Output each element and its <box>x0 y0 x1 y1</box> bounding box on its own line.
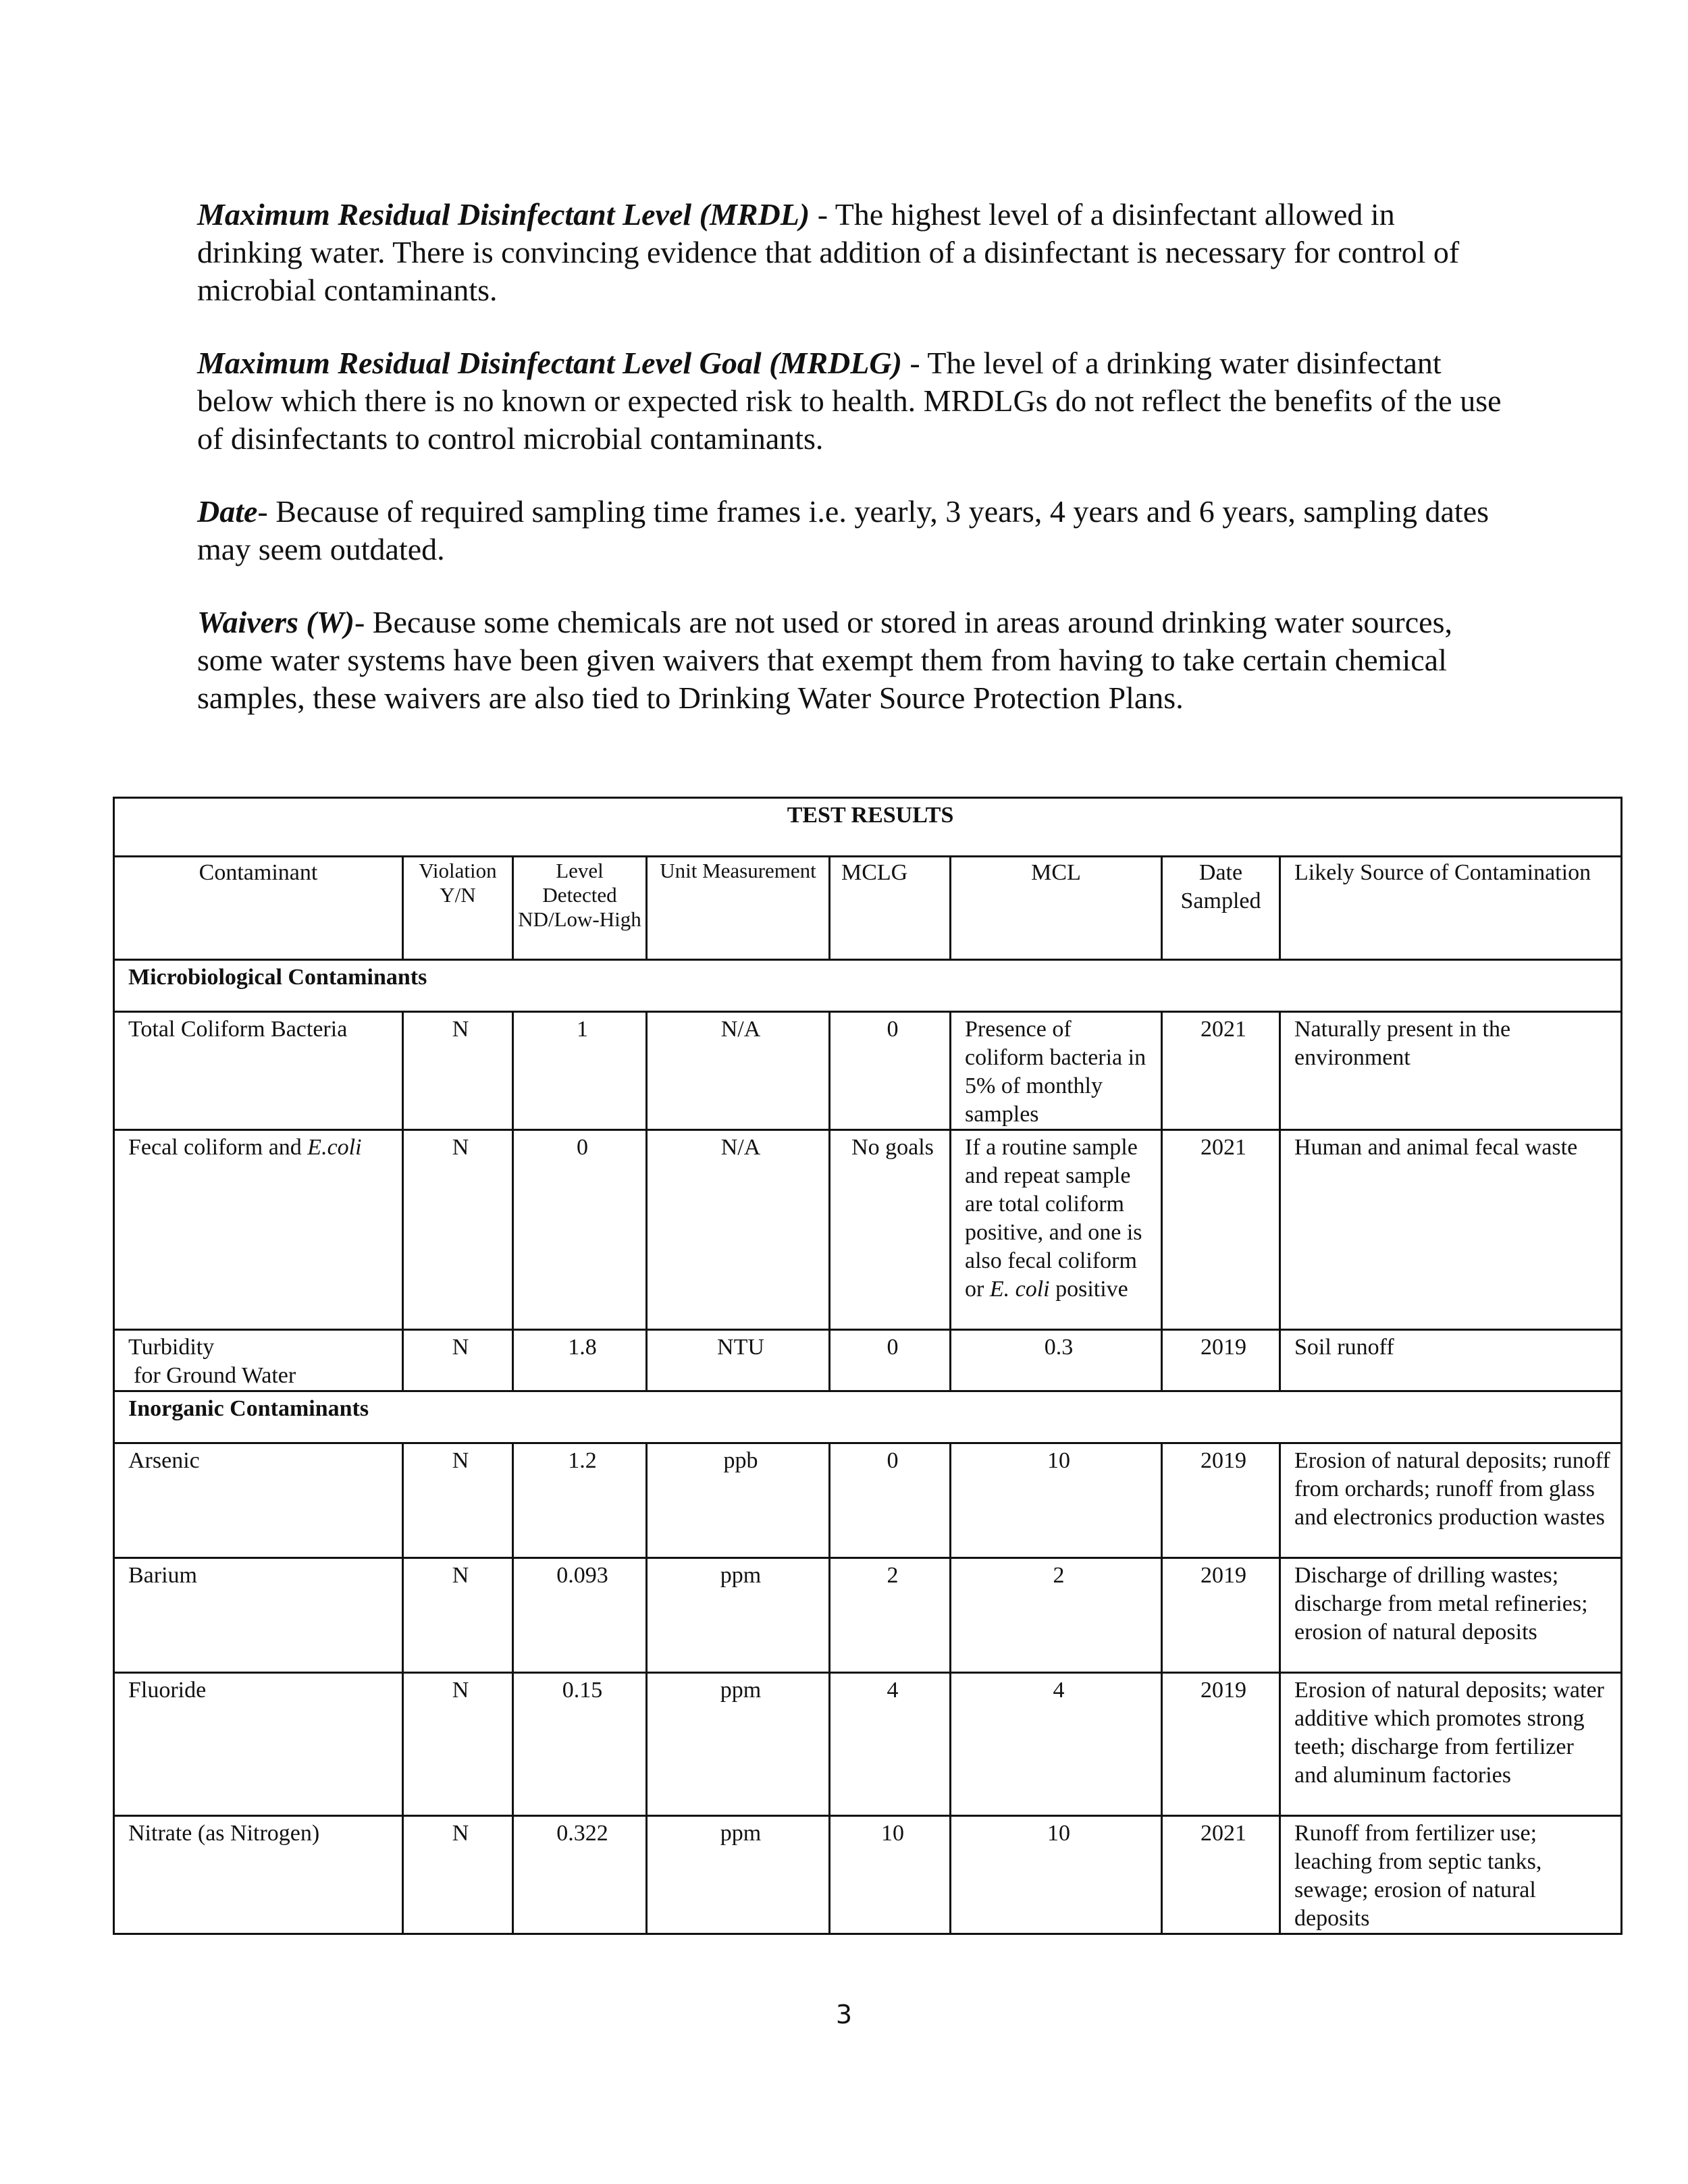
table-row <box>114 1130 1622 1330</box>
cell-date: 2019 <box>1162 1673 1280 1816</box>
cell-contaminant: Total Coliform Bacteria <box>114 1012 403 1130</box>
page-number: 3 <box>835 2000 853 2029</box>
definition-mrdl <box>197 196 1507 309</box>
cell-date: 2021 <box>1162 1816 1280 1934</box>
definition-date <box>197 493 1507 568</box>
header-unit: Unit Measurement <box>647 857 830 960</box>
cell-source: Discharge of drilling wastes; discharge from metal refineries; erosion of natural deposits <box>1280 1558 1622 1673</box>
cell-mcl: 10 <box>951 1443 1162 1558</box>
cell-level: 0 <box>513 1130 647 1330</box>
cell-unit: ppm <box>647 1673 830 1816</box>
cell-date: 2021 <box>1162 1130 1280 1330</box>
table-title: TEST RESULTS <box>114 798 1622 857</box>
definition-mrdlg <box>197 344 1507 458</box>
header-mclg: MCLG <box>830 857 951 960</box>
table-row <box>114 1558 1622 1673</box>
cell-unit: ppb <box>647 1443 830 1558</box>
cell-violation: N <box>403 1012 513 1130</box>
cell-violation: N <box>403 1558 513 1673</box>
cell-mcl <box>951 1130 1162 1330</box>
cell-violation: N <box>403 1673 513 1816</box>
cell-source: Erosion of natural deposits; water additive which promotes strong teeth; discharge from fertilizer and aluminum factories <box>1280 1673 1622 1816</box>
cell-unit: N/A <box>647 1012 830 1130</box>
cell-mclg: 4 <box>830 1673 951 1816</box>
mcl-italic: E. coli <box>989 1277 1050 1302</box>
cell-source: Erosion of natural deposits; runoff from orchards; runoff from glass and electronics production wastes <box>1280 1443 1622 1558</box>
cell-source: Naturally present in the environment <box>1280 1012 1622 1130</box>
cell-date: 2019 <box>1162 1558 1280 1673</box>
cell-level: 0.093 <box>513 1558 647 1673</box>
header-contaminant: Contaminant <box>114 857 403 960</box>
definition-term: Maximum Residual Disinfectant Level (MRDL) <box>197 197 810 232</box>
cell-contaminant: Barium <box>114 1558 403 1673</box>
table-row <box>114 1673 1622 1816</box>
contaminant-line-1: Turbidity <box>128 1335 215 1360</box>
cell-mclg: 0 <box>830 1330 951 1391</box>
cell-mclg: 0 <box>830 1012 951 1130</box>
header-level: Level Detected ND/Low-High <box>513 857 647 960</box>
table-row <box>114 1012 1622 1130</box>
definition-waivers <box>197 604 1507 717</box>
contaminant-italic: E.coli <box>307 1135 362 1160</box>
table-row <box>114 1330 1622 1391</box>
cell-mclg: 10 <box>830 1816 951 1934</box>
mcl-text: If a routine sample and repeat sample are total coliform positive, and one is also fecal coliform or <box>965 1135 1142 1302</box>
cell-level: 0.15 <box>513 1673 647 1816</box>
table-header-row <box>114 857 1622 960</box>
contaminant-line-2: for Ground Water <box>134 1363 296 1388</box>
cell-date: 2021 <box>1162 1012 1280 1130</box>
cell-unit: ppm <box>647 1558 830 1673</box>
definition-text: - The highest level of a disinfectant allowed in drinking water. There is convincing evidence that addition of a disinfectant is necessary for control of microbial contaminants. <box>197 197 1460 307</box>
cell-mcl: 10 <box>951 1816 1162 1934</box>
cell-mclg: 0 <box>830 1443 951 1558</box>
cell-contaminant <box>114 1330 403 1391</box>
cell-source: Runoff from fertilizer use; leaching from septic tanks, sewage; erosion of natural deposits <box>1280 1816 1622 1934</box>
cell-mcl: Presence of coliform bacteria in 5% of monthly samples <box>951 1012 1162 1130</box>
section-heading: Microbiological Contaminants <box>114 960 1622 1012</box>
cell-level: 1.2 <box>513 1443 647 1558</box>
cell-source: Human and animal fecal waste <box>1280 1130 1622 1330</box>
cell-violation: N <box>403 1330 513 1391</box>
cell-level: 0.322 <box>513 1816 647 1934</box>
section-heading: Inorganic Contaminants <box>114 1391 1622 1443</box>
definition-text: - The level of a drinking water disinfectant below which there is no known or expected risk to health. MRDLGs do not reflect the benefits of the use of disinfectants to control microbial contaminants. <box>197 346 1502 456</box>
table-row <box>114 1443 1622 1558</box>
table-row <box>114 1816 1622 1934</box>
definition-text: - Because of required sampling time frames i.e. yearly, 3 years, 4 years and 6 years, sampling dates may seem outdated. <box>197 494 1489 566</box>
cell-date: 2019 <box>1162 1443 1280 1558</box>
cell-mcl: 2 <box>951 1558 1162 1673</box>
definition-term: Waivers (W) <box>197 605 354 639</box>
contaminant-text: Fecal coliform and <box>128 1135 308 1160</box>
definition-text: - Because some chemicals are not used or stored in areas around drinking water sources, some water systems have been given waivers that exempt them from having to take certain chemical samples, these waivers are also tied to Drinking Water Source Protection Plans. <box>197 605 1452 715</box>
cell-unit: N/A <box>647 1130 830 1330</box>
cell-violation: N <box>403 1816 513 1934</box>
cell-contaminant <box>114 1130 403 1330</box>
cell-level: 1.8 <box>513 1330 647 1391</box>
header-mcl: MCL <box>951 857 1162 960</box>
cell-unit: ppm <box>647 1816 830 1934</box>
header-source: Likely Source of Contamination <box>1280 857 1622 960</box>
cell-unit: NTU <box>647 1330 830 1391</box>
definition-term: Date <box>197 494 258 529</box>
cell-contaminant: Arsenic <box>114 1443 403 1558</box>
cell-level: 1 <box>513 1012 647 1130</box>
cell-contaminant: Fluoride <box>114 1673 403 1816</box>
test-results-table <box>113 797 1623 1935</box>
cell-violation: N <box>403 1130 513 1330</box>
cell-mcl: 4 <box>951 1673 1162 1816</box>
cell-mcl: 0.3 <box>951 1330 1162 1391</box>
mcl-text-end: positive <box>1049 1277 1128 1302</box>
cell-mclg: 2 <box>830 1558 951 1673</box>
cell-contaminant: Nitrate (as Nitrogen) <box>114 1816 403 1934</box>
cell-date: 2019 <box>1162 1330 1280 1391</box>
definition-term: Maximum Residual Disinfectant Level Goal (MRDLG) <box>197 346 902 380</box>
definitions <box>197 196 1507 752</box>
header-date: Date Sampled <box>1162 857 1280 960</box>
cell-mclg: No goals <box>830 1130 951 1330</box>
cell-source: Soil runoff <box>1280 1330 1622 1391</box>
cell-violation: N <box>403 1443 513 1558</box>
header-violation: Violation Y/N <box>403 857 513 960</box>
